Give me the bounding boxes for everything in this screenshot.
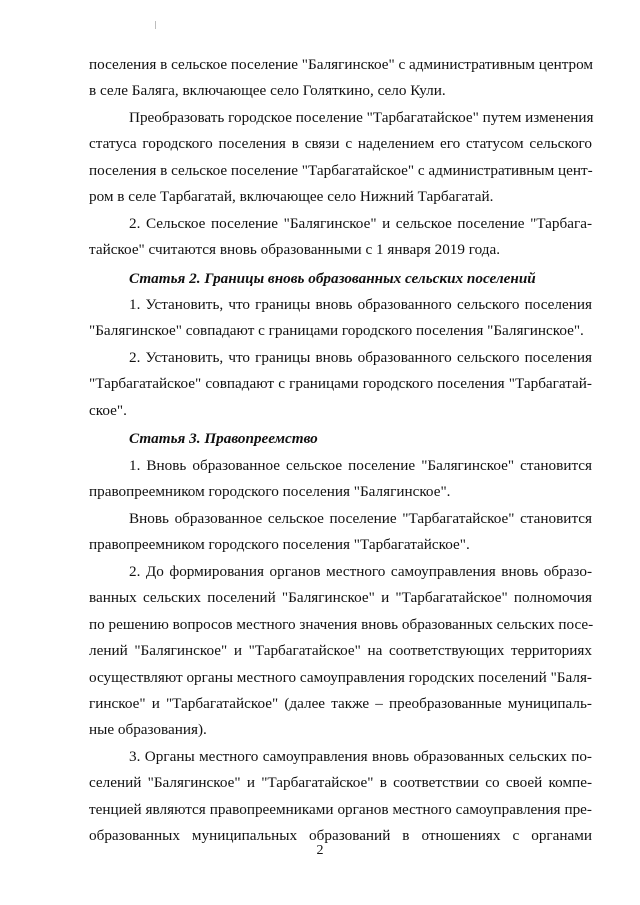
text-line: статуса городского поселения в связи с наделением его статусом сельского (89, 135, 592, 153)
paragraph-6 (89, 453, 592, 506)
section-heading-2 (89, 266, 592, 292)
paragraph-8 (89, 559, 592, 744)
text-line: правопреемником городского поселения "Балягинское". (89, 483, 451, 501)
paragraph-2 (89, 105, 592, 211)
text-line: ные образования). (89, 721, 207, 739)
text-line: тенцией являются правопреемниками органов местного самоуправления пре- (89, 800, 592, 818)
text-line: по решению вопросов местного значения вновь образованных сельских посе- (89, 615, 594, 633)
heading-text: Статья 3. Правопреемство (129, 430, 318, 447)
text-line: 3. Органы местного самоуправления вновь образованных сельских по- (129, 748, 592, 765)
paragraph-5 (89, 345, 592, 424)
text-line: тайское" считаются вновь образованными с 1 января 2019 года. (89, 241, 501, 259)
text-line: лений "Балягинское" и "Тарбагатайское" на соответствующих территориях (89, 642, 592, 660)
text-line: поселения в сельское поселение "Тарбагатайское" с административным цент- (89, 161, 593, 179)
text-line: поселения в сельское поселение "Балягинское" с административным центром (89, 56, 594, 73)
text-line: 2. Установить, что границы вновь образованного сельского поселения (129, 349, 592, 366)
paragraph-9 (89, 744, 592, 850)
text-line: "Тарбагатайское" совпадают с границами городского поселения "Тарбагатай- (89, 375, 592, 393)
scan-mark (155, 21, 156, 29)
paragraph-7 (89, 506, 592, 559)
text-line: в селе Балягa, включающее село Голяткино, село Кули. (89, 82, 446, 100)
text-line: ванных сельских поселений "Балягинское" и "Тарбагатайское" полномочия (89, 589, 592, 607)
paragraph-4 (89, 292, 592, 345)
text-line: 2. Сельское поселение "Балягинское" и сельское поселение "Тарбага- (129, 215, 592, 232)
section-heading-3 (89, 426, 592, 452)
text-line: "Балягинское" совпадают с границами городского поселения "Балягинское". (89, 322, 584, 340)
text-line: гинское" и "Тарбагатайское" (далее также – преобразованные муниципаль- (89, 695, 592, 713)
text-line: ром в селе Тарбагатай, включающее село Нижний Тарбагатай. (89, 188, 494, 206)
text-line: 2. До формирования органов местного самоуправления вновь образо- (129, 563, 592, 580)
text-line: 1. Установить, что границы вновь образованного сельского поселения (129, 296, 592, 313)
text-line: правопреемником городского поселения "Тарбагатайское". (89, 536, 470, 554)
text-line: селений "Балягинское" и "Тарбагатайское" в соответствии со своей компе- (89, 774, 592, 792)
text-line: образованных муниципальных образований в отношениях с органами (89, 827, 592, 845)
text-line: осуществляют органы местного самоуправления городских поселений "Баля- (89, 668, 592, 686)
text-line: 1. Вновь образованное сельское поселение "Балягинское" становится (129, 457, 592, 474)
text-line: Вновь образованное сельское поселение "Тарбагатайское" становится (129, 510, 592, 527)
heading-text: Статья 2. Границы вновь образованных сельских поселений (129, 270, 536, 287)
page-number: 2 (316, 843, 324, 858)
paragraph-1 (89, 52, 592, 105)
text-line: Преобразовать городское поселение "Тарбагатайское" путем изменения (129, 109, 594, 126)
paragraph-3 (89, 211, 592, 264)
text-line: ское". (89, 401, 127, 419)
